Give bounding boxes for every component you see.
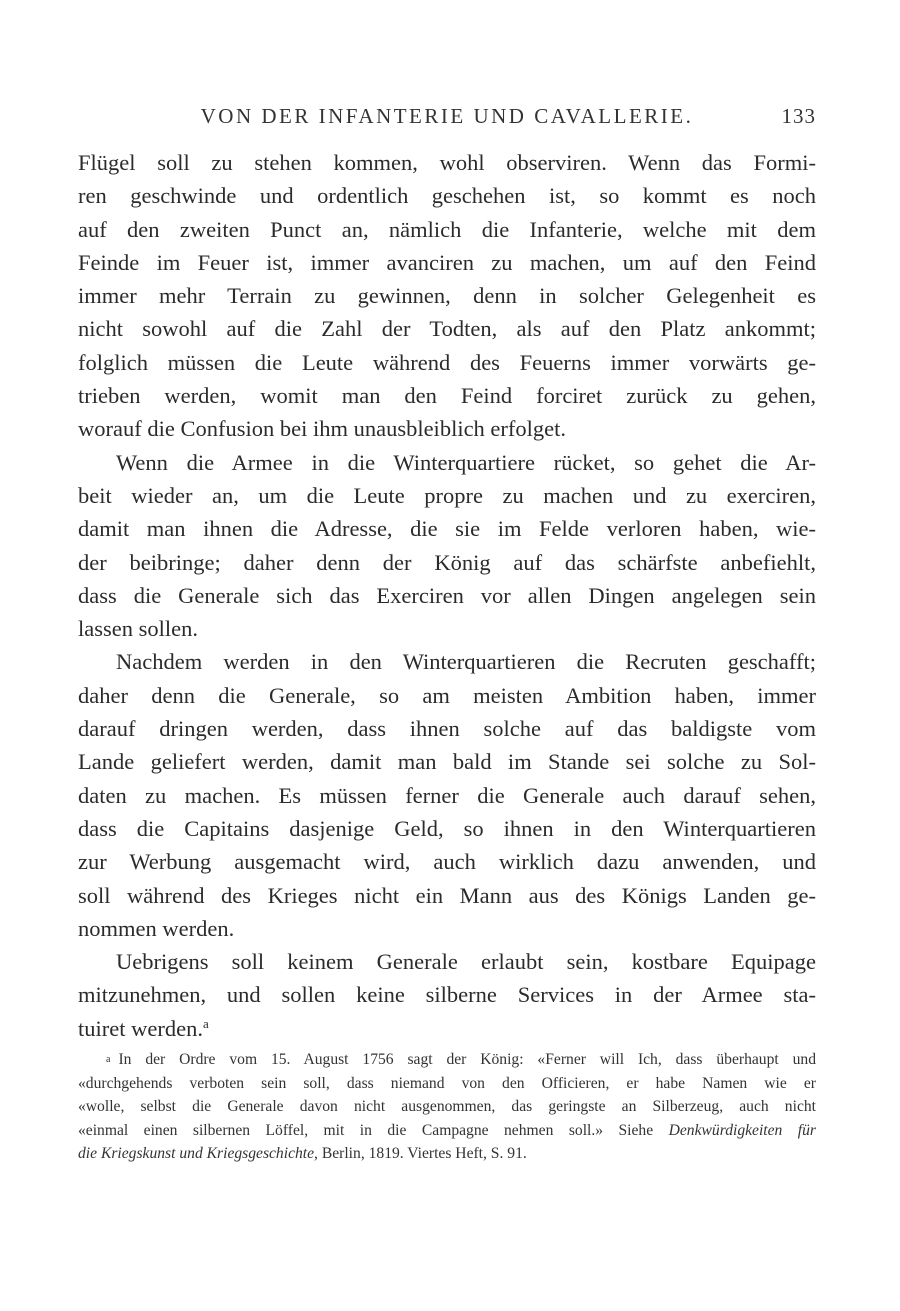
text-line: ren geschwinde und ordentlich geschehen ist, so kommt es noch [78,183,816,209]
page-number: 133 [781,104,816,128]
citation-title: Denkwürdigkeiten für [668,1121,816,1139]
footnote-line: «wolle, selbst die Generale davon nicht ausgenommen, das geringste an Silberzeug, auch nicht [78,1098,816,1115]
text-line: daten zu machen. Es müssen ferner die Generale auch darauf sehen, [78,782,816,808]
footnote [78,1048,816,1166]
text-line: dass die Generale sich das Exerciren vor allen Dingen angelegen sein [78,582,816,608]
text-line [78,1012,816,1045]
text-line: auf den zweiten Punct an, nämlich die Infanterie, welche mit dem [78,216,816,242]
text-line: Feinde im Feuer ist, immer avanciren zu machen, um auf den Feind [78,249,816,275]
footnote-text: Berlin, 1819. Viertes Heft, S. 91. [317,1145,527,1162]
citation-title: die Kriegskunst und Kriegsgeschichte, [78,1145,318,1162]
text-line: lassen sollen. [78,616,198,642]
footnote-reference[interactable]: a [202,1015,209,1031]
body-text [78,146,816,1045]
text-line: dass die Capitains dasjenige Geld, so ihnen in den Winterquartieren [78,815,816,841]
text-line: immer mehr Terrain zu gewinnen, denn in solcher Gelegenheit es [78,283,816,309]
text-line: zur Werbung ausgemacht wird, auch wirklich dazu anwenden, und [78,849,816,875]
text-line: der beibringe; daher denn der König auf das schärfste anbefiehlt, [78,549,816,575]
footnote-text: In der Ordre vom 15. August 1756 sagt der König: «Ferner will Ich, dass überhaupt und [118,1051,816,1068]
text-line: Wenn die Armee in die Winterquartiere rücket, so gehet die Ar- [116,449,816,475]
footnote-text: «einmal einen silbernen Löffel, mit in die Campagne nehmen soll.» Siehe [78,1121,669,1139]
text-line: nommen werden. [78,915,235,941]
text-line: darauf dringen werden, dass ihnen solche auf das baldigste vom [78,716,816,742]
text-line: Nachdem werden in den Winterquartieren die Recruten geschafft; [116,649,816,675]
footnote-line [78,1142,816,1166]
text-line: beit wieder an, um die Leute propre zu machen und zu exerciren, [78,482,816,508]
text-line: mitzunehmen, und sollen keine silberne Services in der Armee sta- [78,982,816,1008]
text-line: Flügel soll zu stehen kommen, wohl observiren. Wenn das Formi- [78,150,816,175]
footnote-line [78,1048,816,1072]
footnote-line [78,1119,816,1143]
text-line: folglich müssen die Leute während des Feuerns immer vorwärts ge- [78,349,816,375]
text-line: damit man ihnen die Adresse, die sie im Felde verloren haben, wie- [78,516,816,542]
text-line: nicht sowohl auf die Zahl der Todten, als auf den Platz ankommt; [78,316,816,342]
running-head [78,104,816,134]
text-line: daher denn die Generale, so am meisten Ambition haben, immer [78,682,816,708]
text-line: worauf die Confusion bei ihm unausbleiblich erfolget. [78,416,567,442]
text-line: soll während des Krieges nicht ein Mann aus des Königs Landen ge- [78,882,816,908]
footnote-line: «durchgehends verboten sein soll, dass niemand von den Officieren, er habe Namen wie er [78,1074,816,1092]
text-line: Lande geliefert werden, damit man bald im Stande sei solche zu Sol- [78,749,816,775]
text-line: trieben werden, womit man den Feind forciret zurück zu gehen, [78,383,816,409]
text-line-content: tuiret werden. [78,1015,203,1041]
running-title: VON DER INFANTERIE UND CAVALLERIE. [200,104,694,128]
text-line: Uebrigens soll keinem Generale erlaubt sein, kostbare Equipage [116,949,816,975]
footnote-marker: a [106,1054,111,1065]
